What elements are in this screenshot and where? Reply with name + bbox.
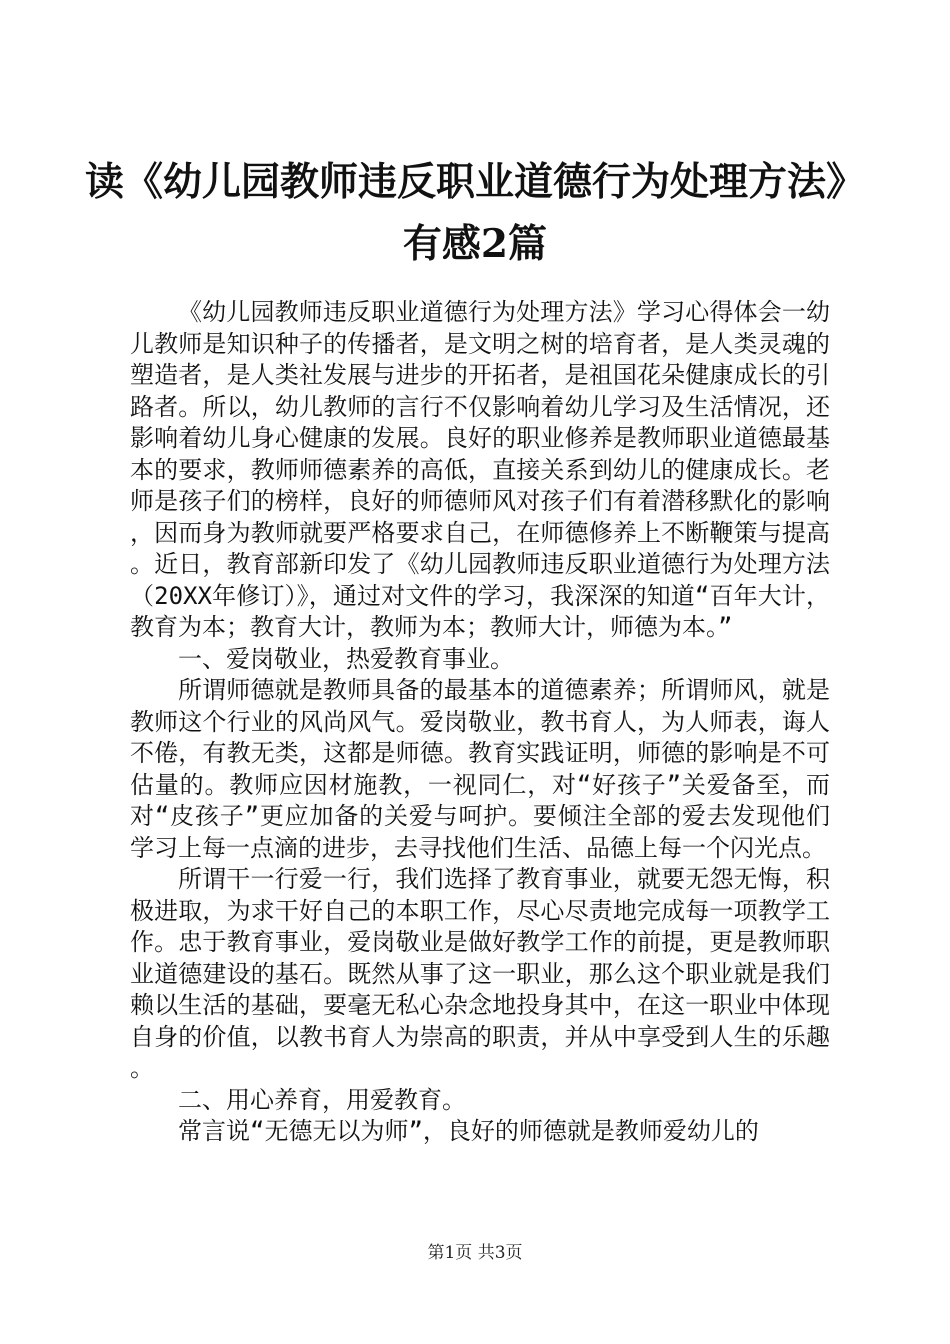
paragraph: 《幼儿园教师违反职业道德行为处理方法》学习心得体会一幼儿教师是知识种子的传播者，是文明之树的培育者，是人类灵魂的塑造者，是人类社发展与进步的开拓者，是祖国花朵健康成长的引路者。所以，幼儿教师的言行不仅影响着幼儿学习及生活情况，还影响着幼儿身心健康的发展。良好的职业修养是教师职业道德最基本的要求，教师师德素养的高低，直接关系到幼儿的健康成长。老师是孩子们的榜样，良好的师德师风对孩子们有着潜移默化的影响，因而身为教师就要严格要求自己，在师德修养上不断鞭策与提高。近日，教育部新印发了《幼儿园教师违反职业道德行为处理方法（20XX年修订）》，通过对文件的学习，我深深的知道“百年大计，教育为本；教育大计，教师为本；教师大计，师德为本。” [130,298,830,641]
document-title-line2: 有感2篇 [402,221,548,267]
paragraph: 所谓师德就是教师具备的最基本的道德素养；所谓师风，就是教师这个行业的风尚风气。爱岗敬业，教书育人，为人师表，诲人不倦，有教无类，这都是师德。教育实践证明，师德的影响是不可估量的。教师应因材施教，一视同仁，对“好孩子”关爱备至，而对“皮孩子”更应加备的关爱与呵护。要倾注全部的爱去发现他们学习上每一点滴的进步，去寻找他们生活、品德上每一个闪光点。 [130,676,830,862]
document-body [130,297,830,1148]
paragraph: 常言说“无德无以为师”，良好的师德就是教师爱幼儿的 [178,1117,759,1145]
document-title-line1: 读《幼儿园教师违反职业道德行为处理方法》 [84,159,865,205]
section-heading: 一、爱岗敬业，热爱教育事业。 [178,644,514,673]
page-number-footer: 第1页 共3页 [427,1243,523,1263]
paragraph: 所谓干一行爱一行，我们选择了教育事业，就要无怨无悔，积极进取，为求干好自己的本职工作，尽心尽责地完成每一项教学工作。忠于教育事业，爱岗敬业是做好教学工作的前提，更是教师职业道德建设的基石。既然从事了这一职业，那么这个职业就是我们赖以生活的基础，要毫无私心杂念地投身其中，在这一职业中体现自身的价值，以教书育人为崇高的职责，并从中享受到人生的乐趣。 [130,865,830,1082]
section-heading: 二、用心养育，用爱教育。 [178,1085,466,1114]
